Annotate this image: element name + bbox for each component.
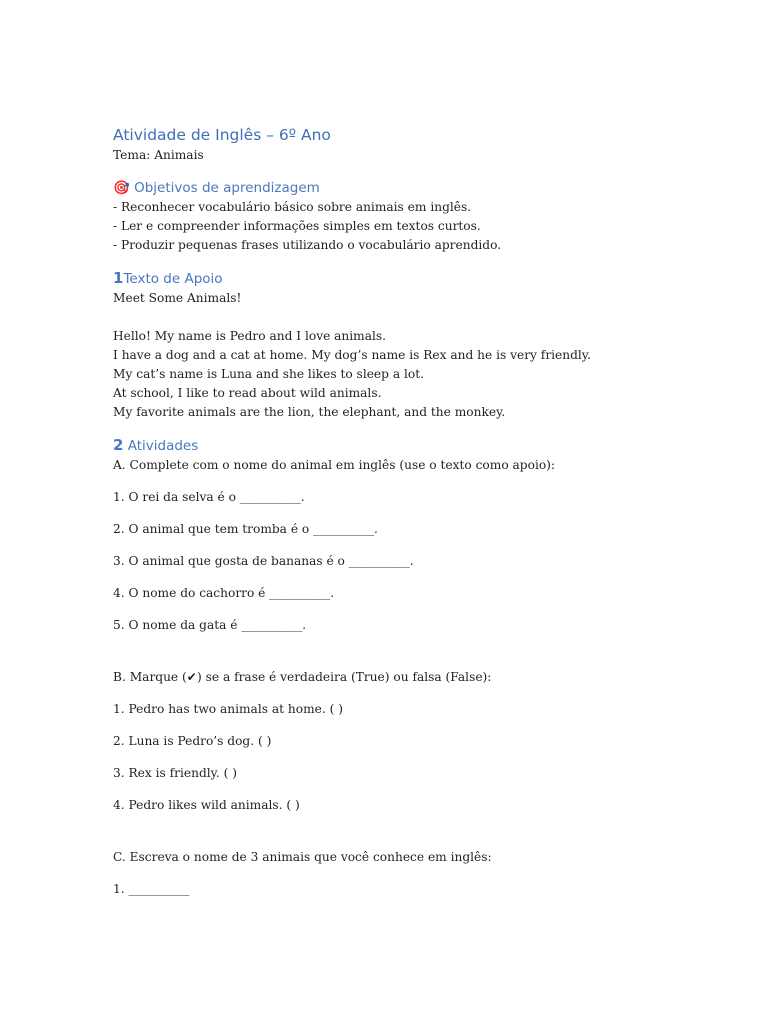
support-line: Hello! My name is Pedro and I love animals. — [113, 329, 387, 343]
section-number: 1 — [113, 269, 124, 287]
support-line: My favorite animals are the lion, the elephant, and the monkey. — [113, 405, 506, 419]
objective-item: - Produzir pequenas frases utilizando o vocabulário aprendido. — [113, 238, 502, 252]
document-body — [113, 124, 713, 899]
support-text-heading — [113, 268, 713, 289]
support-subtitle: Meet Some Animals! — [113, 291, 242, 305]
support-line: At school, I like to read about wild animals. — [113, 386, 382, 400]
support-line: I have a dog and a cat at home. My dog’s name is Rex and he is very friendly. — [113, 348, 591, 362]
activity-a-item: 4. O nome do cachorro é __________. — [113, 586, 335, 600]
section-heading-label: Texto de Apoio — [123, 271, 223, 287]
activities-heading — [113, 435, 713, 456]
section-number: 2 — [113, 436, 124, 454]
activity-b-item: 2. Luna is Pedro’s dog. ( ) — [113, 734, 272, 748]
theme-line: Tema: Animais — [113, 148, 204, 162]
document-title: Atividade de Inglês – 6º Ano — [113, 126, 331, 144]
section-heading-label: Atividades — [127, 438, 199, 454]
activity-b-item: 1. Pedro has two animals at home. ( ) — [113, 702, 343, 716]
activity-c-item: 1. __________ — [113, 882, 190, 896]
activity-b-item: 3. Rex is friendly. ( ) — [113, 766, 238, 780]
activity-a-item: 2. O animal que tem tromba é o __________. — [113, 522, 378, 536]
activity-b-instruction: B. Marque (✔) se a frase é verdadeira (True) ou falsa (False): — [113, 670, 492, 684]
activity-b-item: 4. Pedro likes wild animals. ( ) — [113, 798, 300, 812]
activity-a-item: 1. O rei da selva é o __________. — [113, 490, 305, 504]
objectives-heading: 🎯 Objetivos de aprendizagem — [113, 180, 320, 196]
activity-a-instruction: A. Complete com o nome do animal em inglês (use o texto como apoio): — [113, 458, 556, 472]
activity-c-instruction: C. Escreva o nome de 3 animais que você conhece em inglês: — [113, 850, 492, 864]
activity-a-item: 3. O animal que gosta de bananas é o __________. — [113, 554, 414, 568]
activity-a-item: 5. O nome da gata é __________. — [113, 618, 307, 632]
support-line: My cat’s name is Luna and she likes to sleep a lot. — [113, 367, 424, 381]
objective-item: - Ler e compreender informações simples em textos curtos. — [113, 219, 481, 233]
objective-item: - Reconhecer vocabulário básico sobre animais em inglês. — [113, 200, 472, 214]
